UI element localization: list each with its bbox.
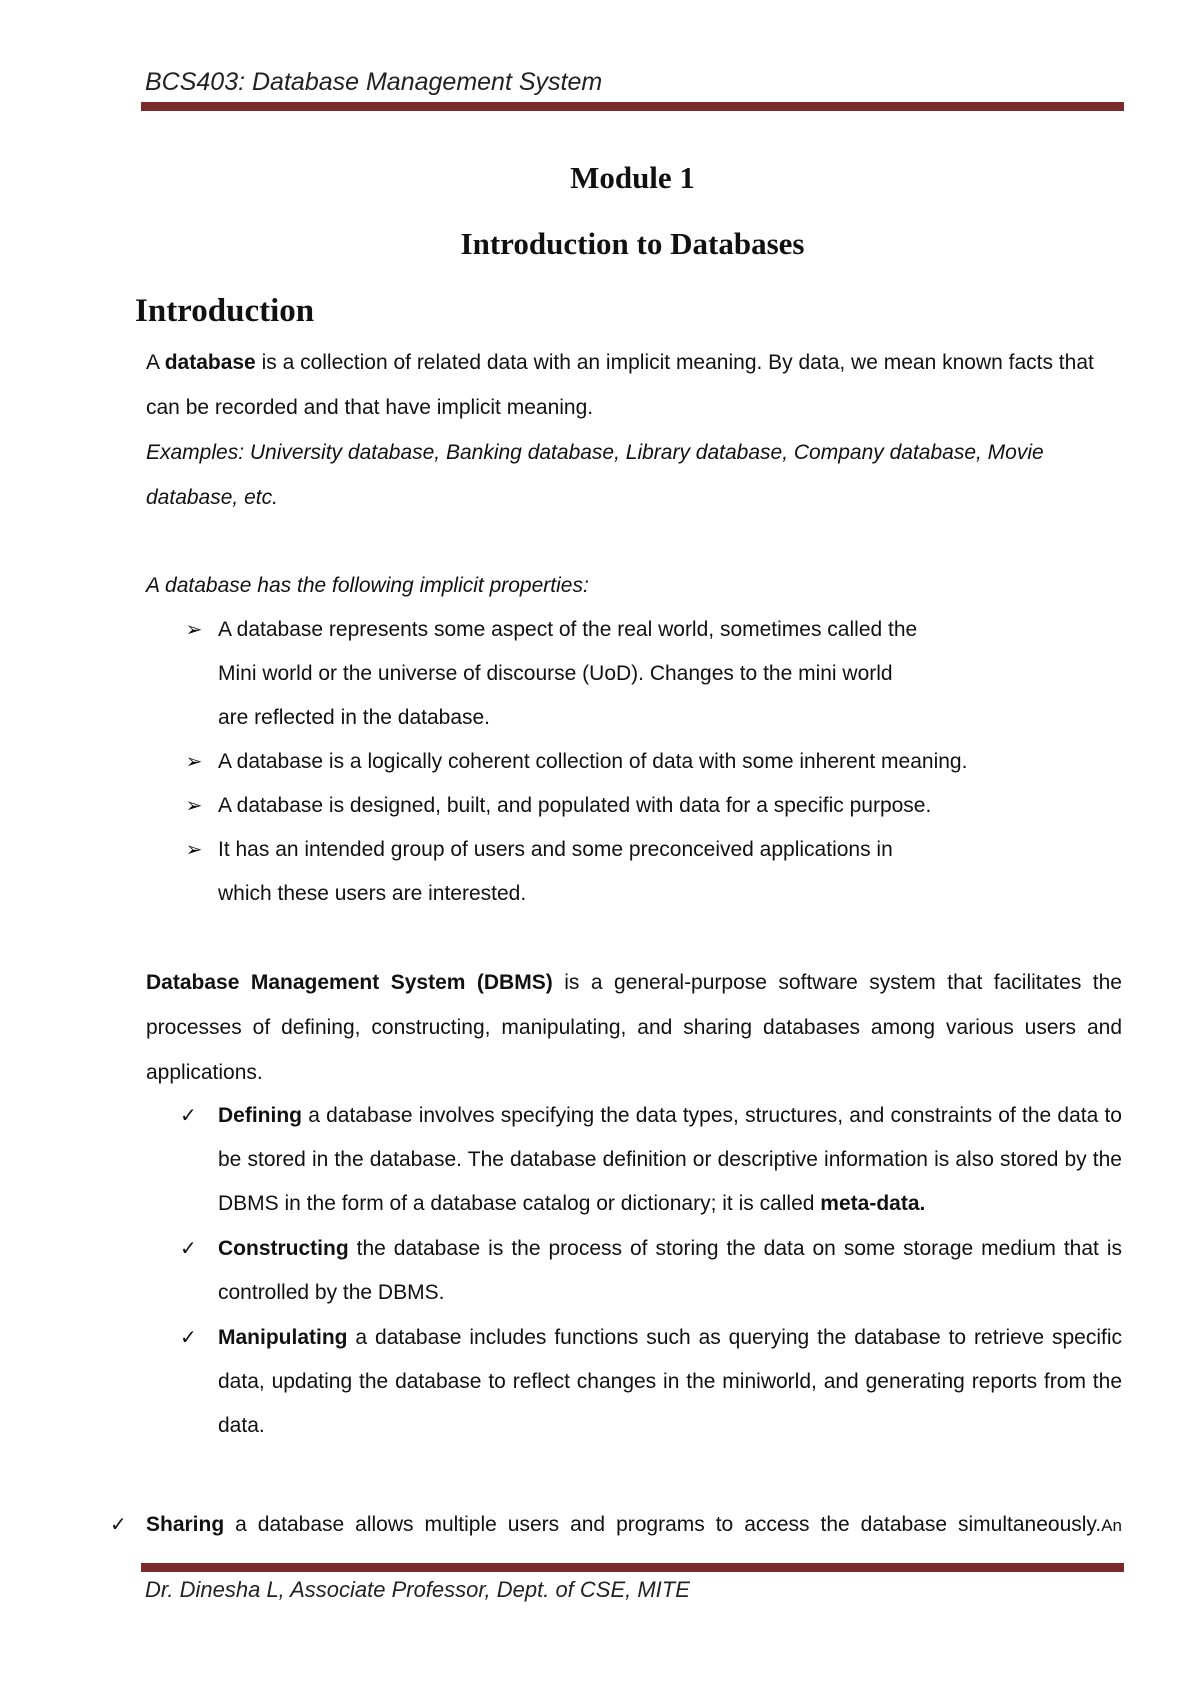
term-sharing: Sharing [146, 1513, 225, 1536]
text: a database includes functions such as querying the database to retrieve specific data, updating the database to reflect changes in the miniworld, and generating reports from the data. [218, 1326, 1122, 1437]
text: is a collection of related data with an implicit meaning. By data, we mean known facts that can be recorded and that have implicit meaning. [146, 351, 1094, 419]
list-item [180, 1094, 1122, 1226]
properties-list [182, 608, 1082, 916]
property-text: A database is designed, built, and populated with data for a specific purpose. [218, 794, 932, 817]
list-item [182, 828, 1082, 916]
property-line: It has an intended group of users and some preconceived applications in [218, 838, 893, 861]
database-definition-paragraph [146, 340, 1122, 430]
checkmark-icon: ✓ [110, 1514, 127, 1536]
text: the database is the process of storing the data on some storage medium that is controlled by the DBMS. [218, 1237, 1122, 1304]
chapter-title: Introduction to Databases [460, 226, 805, 261]
module-title: Module 1 [570, 160, 695, 195]
property-line: are reflected in the database. [218, 706, 491, 729]
section-heading-introduction: Introduction [135, 293, 315, 329]
dbms-definition-paragraph [146, 960, 1122, 1095]
list-item [180, 1227, 1122, 1315]
sharing-item [110, 1503, 1122, 1548]
term-defining: Defining [218, 1104, 302, 1127]
text: A [146, 351, 165, 374]
checkmark-icon: ✓ [180, 1105, 197, 1127]
list-item [182, 784, 1082, 828]
term-constructing: Constructing [218, 1237, 349, 1260]
property-line: Mini world or the universe of discourse (UoD). Changes to the mini world [218, 662, 893, 685]
arrow-bullet-icon: ➢ [185, 795, 203, 817]
term-database: database [164, 351, 256, 374]
property-line: which these users are interested. [218, 882, 527, 905]
running-header: BCS403: Database Management System [145, 68, 603, 96]
term-manipulating: Manipulating [218, 1326, 348, 1349]
properties-intro: A database has the following implicit properties: [146, 574, 589, 597]
term-dbms: Database Management System (DBMS) [146, 971, 553, 994]
text: a database allows multiple users and programs to access the database simultaneously. [224, 1513, 1102, 1536]
arrow-bullet-icon: ➢ [185, 751, 203, 773]
list-item [180, 1316, 1122, 1448]
sharing-text [146, 1503, 1122, 1548]
property-line: A database represents some aspect of the real world, sometimes called the [218, 618, 918, 641]
footer-rule [141, 1563, 1124, 1572]
checkmark-icon: ✓ [180, 1327, 197, 1349]
arrow-bullet-icon: ➢ [185, 839, 203, 861]
text: a database involves specifying the data types, structures, and constraints of the data to be stored in the database. The database definition or descriptive information is also stored by the DBMS in the form of a database catalog or dictionary; it is called [218, 1104, 1122, 1215]
arrow-bullet-icon: ➢ [185, 619, 203, 641]
term-meta-data: meta-data. [820, 1192, 926, 1215]
text: is a general-purpose software system that facilitates the processes of defining, constructing, manipulating, and sharing databases among various users and applications. [146, 971, 1122, 1084]
list-item [182, 608, 1082, 740]
header-rule [141, 102, 1124, 111]
checkmark-icon: ✓ [180, 1238, 197, 1260]
running-footer: Dr. Dinesha L, Associate Professor, Dept. of CSE, MITE [145, 1577, 690, 1602]
dbms-functions-list [180, 1094, 1122, 1448]
examples-paragraph: Examples: University database, Banking database, Library database, Company database, Movie database, etc. [146, 441, 1044, 509]
property-text: A database is a logically coherent collection of data with some inherent meaning. [218, 750, 968, 773]
text-tail: An [1101, 1516, 1122, 1535]
list-item [182, 740, 1082, 784]
